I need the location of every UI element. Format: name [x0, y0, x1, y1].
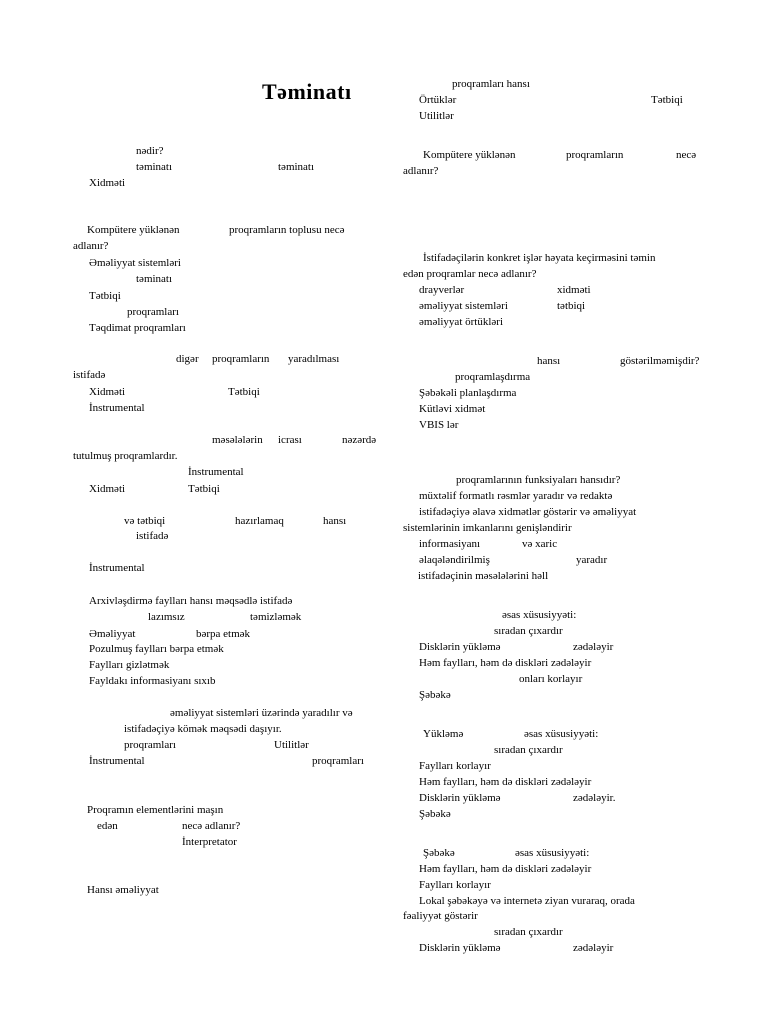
text-line: informasiyanı: [419, 538, 481, 550]
text-line: Tətbiqi: [89, 290, 121, 302]
text-line: Disklərin yükləmə: [419, 942, 501, 954]
text-line: proqramların toplusu necə: [229, 224, 345, 236]
text-line: İnterpretator: [182, 836, 237, 848]
text-line: proqramları: [124, 739, 176, 751]
text-line: adlanır?: [73, 240, 109, 252]
text-line: necə adlanır?: [182, 820, 241, 832]
text-line: əsas xüsusiyyəti:: [524, 728, 599, 740]
text-line: zədələyir.: [573, 792, 616, 804]
text-line: proqramlarının funksiyaları hansıdır?: [456, 474, 621, 486]
text-line: proqramları: [312, 755, 364, 767]
text-line: və xaric: [522, 538, 558, 550]
text-line: adlanır?: [403, 165, 439, 177]
text-line: edən: [97, 820, 118, 832]
text-line: sistemlərinin imkanlarını genişləndirir: [403, 522, 572, 534]
text-line: əsas xüsusiyyəti:: [502, 609, 577, 621]
text-line: Kompütere yüklənən: [423, 149, 516, 161]
text-line: Örtüklər: [419, 94, 457, 106]
text-line: istifadəçiyə kömək məqsədi daşıyır.: [124, 723, 282, 735]
text-line: İnstrumental: [89, 755, 145, 767]
text-line: Xidməti: [89, 483, 126, 495]
text-line: proqramların: [566, 149, 624, 161]
page-title: Təminatı: [262, 79, 352, 104]
text-line: Şəbəkə: [419, 808, 451, 820]
text-line: Kütləvi xidmət: [419, 403, 486, 415]
text-line: əməliyyat sistemləri üzərində yaradılır və: [170, 707, 353, 719]
text-line: Disklərin yükləmə: [419, 792, 501, 804]
text-line: Şəbəkə: [419, 689, 451, 701]
text-line: yaradır: [576, 554, 608, 566]
text-line: istifadə: [73, 369, 106, 381]
text-line: Faylları gizlətmək: [89, 659, 170, 671]
text-line: əməliyyat sistemləri: [419, 300, 508, 312]
text-line: əməliyyat örtükləri: [419, 316, 503, 328]
text-line: Utilitlər: [419, 110, 454, 122]
text-line: zədələyir: [573, 942, 614, 954]
text-line: proqramların: [212, 353, 270, 365]
text-line: Əməliyyat sistemləri: [89, 257, 181, 269]
text-line: Şəbəkə: [423, 847, 455, 859]
text-line: tutulmuş proqramlardır.: [73, 450, 178, 462]
text-line: təminatı: [136, 161, 173, 173]
text-line: nədir?: [136, 145, 164, 157]
text-line: Həm faylları, həm də diskləri zədələyir: [419, 657, 592, 669]
text-line: hansı: [537, 355, 561, 367]
text-line: Şəbəkəli planlaşdırma: [419, 387, 517, 399]
text-line: nəzərdə: [342, 434, 377, 446]
text-line: Faylları korlayır: [419, 760, 491, 772]
text-line: sıradan çıxardır: [494, 926, 563, 938]
text-line: xidməti: [557, 284, 591, 296]
text-line: təmizləmək: [250, 611, 302, 623]
text-line: müxtəlif formatlı rəsmlər yaradır və redaktə: [419, 490, 613, 502]
text-line: istifadə: [136, 530, 169, 542]
text-line: drayverlər: [419, 284, 465, 296]
text-line: Tətbiqi: [651, 94, 683, 106]
text-line: göstərilməmişdir?: [620, 355, 700, 367]
text-line: necə: [676, 149, 697, 161]
text-line: Əməliyyat: [89, 628, 136, 640]
text-line: İstifadəçilərin konkret işlər həyata keçirməsini təmin: [423, 252, 656, 264]
text-line: məsələlərin: [212, 434, 263, 446]
text-line: icrası: [278, 434, 302, 446]
text-line: Xidməti: [89, 177, 126, 189]
text-line: əsas xüsusiyyəti:: [515, 847, 590, 859]
text-line: Xidməti: [89, 386, 126, 398]
text-line: digər: [176, 353, 199, 365]
text-line: Hansı əməliyyat: [87, 884, 159, 896]
text-line: zədələyir: [573, 641, 614, 653]
text-line: Fayldakı informasiyanı sıxıb: [89, 675, 216, 687]
text-line: bərpa etmək: [196, 628, 251, 640]
text-line: sıradan çıxardır: [494, 625, 563, 637]
text-line: Həm faylları, həm də diskləri zədələyir: [419, 776, 592, 788]
text-line: onları korlayır: [519, 673, 583, 685]
text-line: lazımsız: [148, 611, 185, 623]
text-line: istifadəçinin məsələlərini həll: [418, 570, 549, 582]
text-line: Həm faylları, həm də diskləri zədələyir: [419, 863, 592, 875]
text-line: Tətbiqi: [228, 386, 260, 398]
text-line: edən proqramlar necə adlanır?: [403, 268, 537, 280]
text-line: Arxivləşdirmə faylları hansı məqsədlə istifadə: [89, 595, 293, 607]
text-line: hansı: [323, 515, 347, 527]
text-line: sıradan çıxardır: [494, 744, 563, 756]
text-line: təminatı: [136, 273, 173, 285]
text-line: proqramlaşdırma: [455, 371, 531, 383]
text-line: əlaqələndirilmiş: [419, 554, 490, 566]
text-line: fəaliyyət göstərir: [403, 910, 478, 922]
text-line: Pozulmuş faylları bərpa etmək: [89, 643, 224, 655]
text-line: yaradılması: [288, 353, 340, 365]
text-line: İnstrumental: [89, 562, 145, 574]
text-line: Disklərin yükləmə: [419, 641, 501, 653]
text-line: İnstrumental: [188, 466, 244, 478]
text-line: hazırlamaq: [235, 515, 284, 527]
text-line: Kompütere yüklənən: [87, 224, 180, 236]
text-line: VBIS lər: [419, 419, 459, 431]
text-line: proqramları: [127, 306, 179, 318]
text-line: İnstrumental: [89, 402, 145, 414]
text-line: Yükləmə: [423, 728, 464, 740]
text-line: təminatı: [278, 161, 315, 173]
text-line: istifadəçiyə əlavə xidmətlər göstərir və əməliyyat: [419, 506, 637, 518]
text-line: Utilitlər: [274, 739, 309, 751]
text-line: proqramları hansı: [452, 78, 530, 90]
text-line: Lokal şəbəkəyə və internetə ziyan vuraraq, orada: [419, 895, 635, 907]
text-line: Faylları korlayır: [419, 879, 491, 891]
text-line: tətbiqi: [557, 300, 586, 312]
text-line: Proqramın elementlərini maşın: [87, 804, 224, 816]
text-line: Tətbiqi: [188, 483, 220, 495]
text-line: və tətbiqi: [124, 515, 166, 527]
text-line: Təqdimat proqramları: [89, 322, 186, 334]
